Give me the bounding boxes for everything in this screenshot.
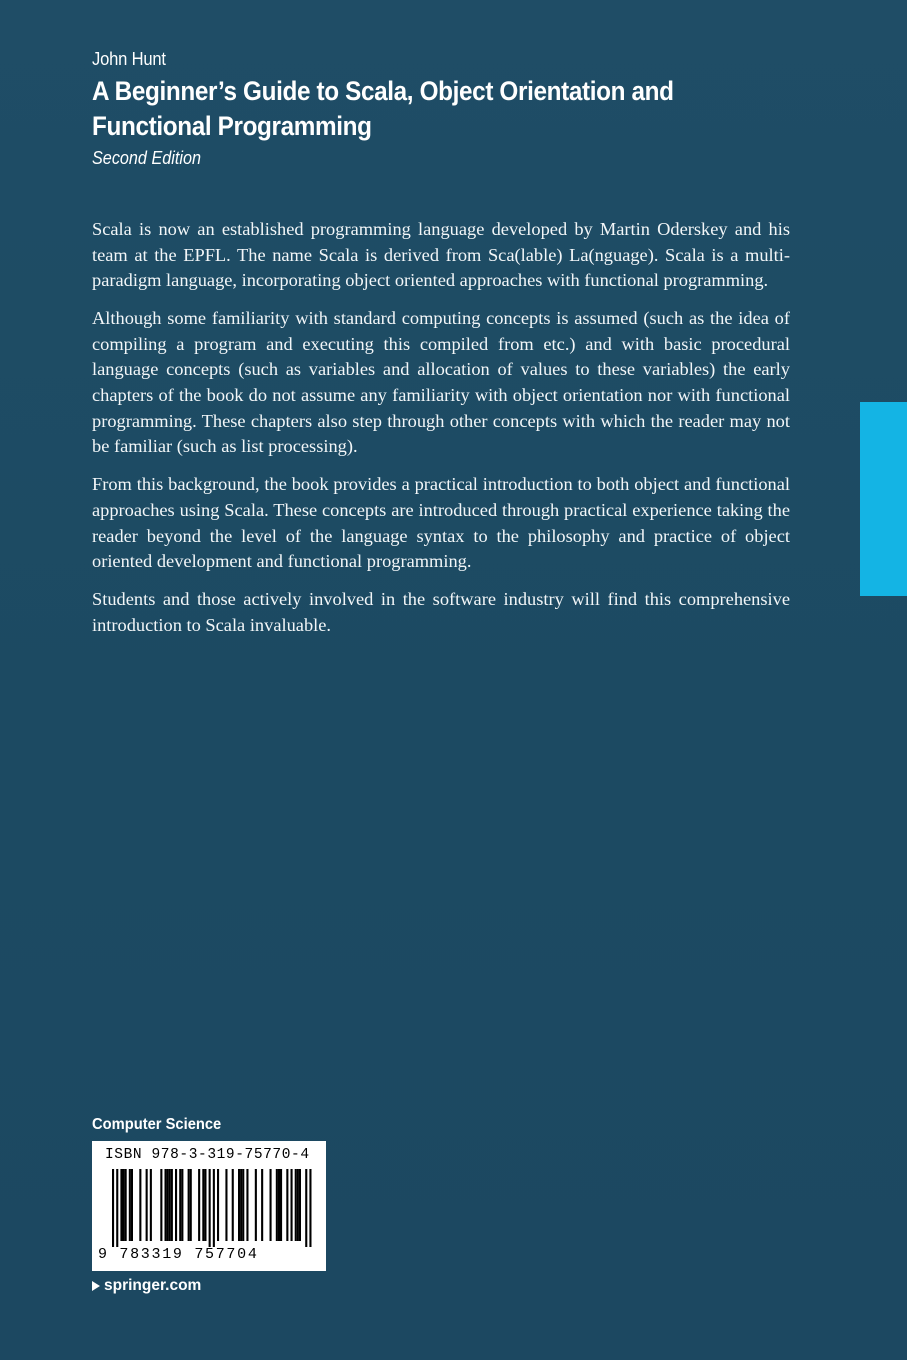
barcode-bar	[175, 1169, 177, 1241]
barcode-bar	[139, 1169, 141, 1241]
barcode-bar	[209, 1169, 211, 1247]
barcode-bar	[198, 1169, 200, 1241]
isbn-barcode	[92, 1141, 326, 1271]
barcode-bar	[160, 1169, 162, 1241]
barcode-bar	[278, 1169, 280, 1241]
barcode-bar	[232, 1169, 234, 1241]
barcode-bar	[225, 1169, 227, 1241]
barcode-bar	[217, 1169, 219, 1241]
barcode-bar	[169, 1169, 171, 1241]
barcode-bar	[280, 1169, 282, 1241]
barcode-bar	[125, 1169, 127, 1241]
barcode-bar	[202, 1169, 204, 1241]
barcode-bar	[146, 1169, 148, 1241]
barcode-bar	[299, 1169, 301, 1241]
publisher-link[interactable]	[92, 1275, 201, 1297]
author-name: John Hunt	[92, 49, 166, 69]
barcode-bar	[204, 1169, 206, 1241]
accent-side-tab	[860, 402, 907, 596]
barcode-bar	[171, 1169, 173, 1241]
edition-label: Second Edition	[92, 148, 201, 168]
description-paragraph: From this background, the book provides a practical introduction to both object and functional approaches using Scala. These concepts are introduced through practical experience taking the reader beyond the level of the language syntax to the philosophy and practice of object oriented development and functional programming.	[92, 474, 790, 572]
description-paragraph: Students and those actively involved in the software industry will find this comprehensive introduction to Scala invaluable.	[92, 589, 790, 635]
barcode-digits: 9 783319 757704	[98, 1246, 259, 1263]
barcode-bar	[255, 1169, 257, 1241]
barcode-bar	[276, 1169, 278, 1241]
cover-header	[92, 46, 812, 171]
barcode-bar	[261, 1169, 263, 1241]
barcode-bar	[112, 1169, 114, 1247]
book-title: A Beginner’s Guide to Scala, Object Orientation and Functional Programming	[92, 76, 674, 141]
barcode-bar	[305, 1169, 307, 1247]
barcode-bar	[120, 1169, 122, 1241]
barcode-bar	[295, 1169, 297, 1241]
barcode-bar	[129, 1169, 131, 1241]
barcode-bar	[238, 1169, 240, 1241]
arrow-right-icon	[92, 1281, 100, 1291]
barcode-bar	[246, 1169, 248, 1241]
isbn-label: ISBN 978-3-319-75770-4	[105, 1147, 310, 1163]
barcode-bar	[242, 1169, 244, 1241]
barcode-bar	[291, 1169, 293, 1241]
barcode-bar	[213, 1169, 215, 1247]
publisher-url[interactable]: springer.com	[104, 1277, 202, 1294]
barcode-bar	[123, 1169, 125, 1241]
barcode-bar	[188, 1169, 190, 1241]
barcode-bar	[240, 1169, 242, 1241]
barcode-bar	[181, 1169, 183, 1241]
book-description	[92, 217, 790, 651]
barcode-bar	[286, 1169, 288, 1241]
barcode-bar	[165, 1169, 167, 1241]
barcode-bars	[92, 1169, 326, 1247]
barcode-bar	[167, 1169, 169, 1241]
subject-category: Computer Science	[92, 1116, 222, 1133]
description-paragraph: Scala is now an established programming language developed by Martin Oderskey and his team at the EPFL. The name Scala is derived from Sca(lable) La(nguage). Scala is a multi-paradigm language, incorporating object oriented approaches with functional programming.	[92, 219, 790, 291]
barcode-bar	[297, 1169, 299, 1241]
barcode-bar	[116, 1169, 118, 1247]
barcode-bar	[150, 1169, 152, 1241]
barcode-bar	[309, 1169, 311, 1247]
barcode-bar	[270, 1169, 272, 1241]
description-paragraph: Although some familiarity with standard computing concepts is assumed (such as the idea of compiling a program and executing this compiled from etc.) and with basic procedural language concepts (such as variables and allocation of values to these variables) the early chapters of the book do not assume any familiarity with object orientation nor with functional programming. These chapters also step through other concepts with which the reader may not be familiar (such as list processing).	[92, 308, 790, 457]
barcode-bar	[131, 1169, 133, 1241]
barcode-bar	[179, 1169, 181, 1241]
barcode-bar	[190, 1169, 192, 1241]
